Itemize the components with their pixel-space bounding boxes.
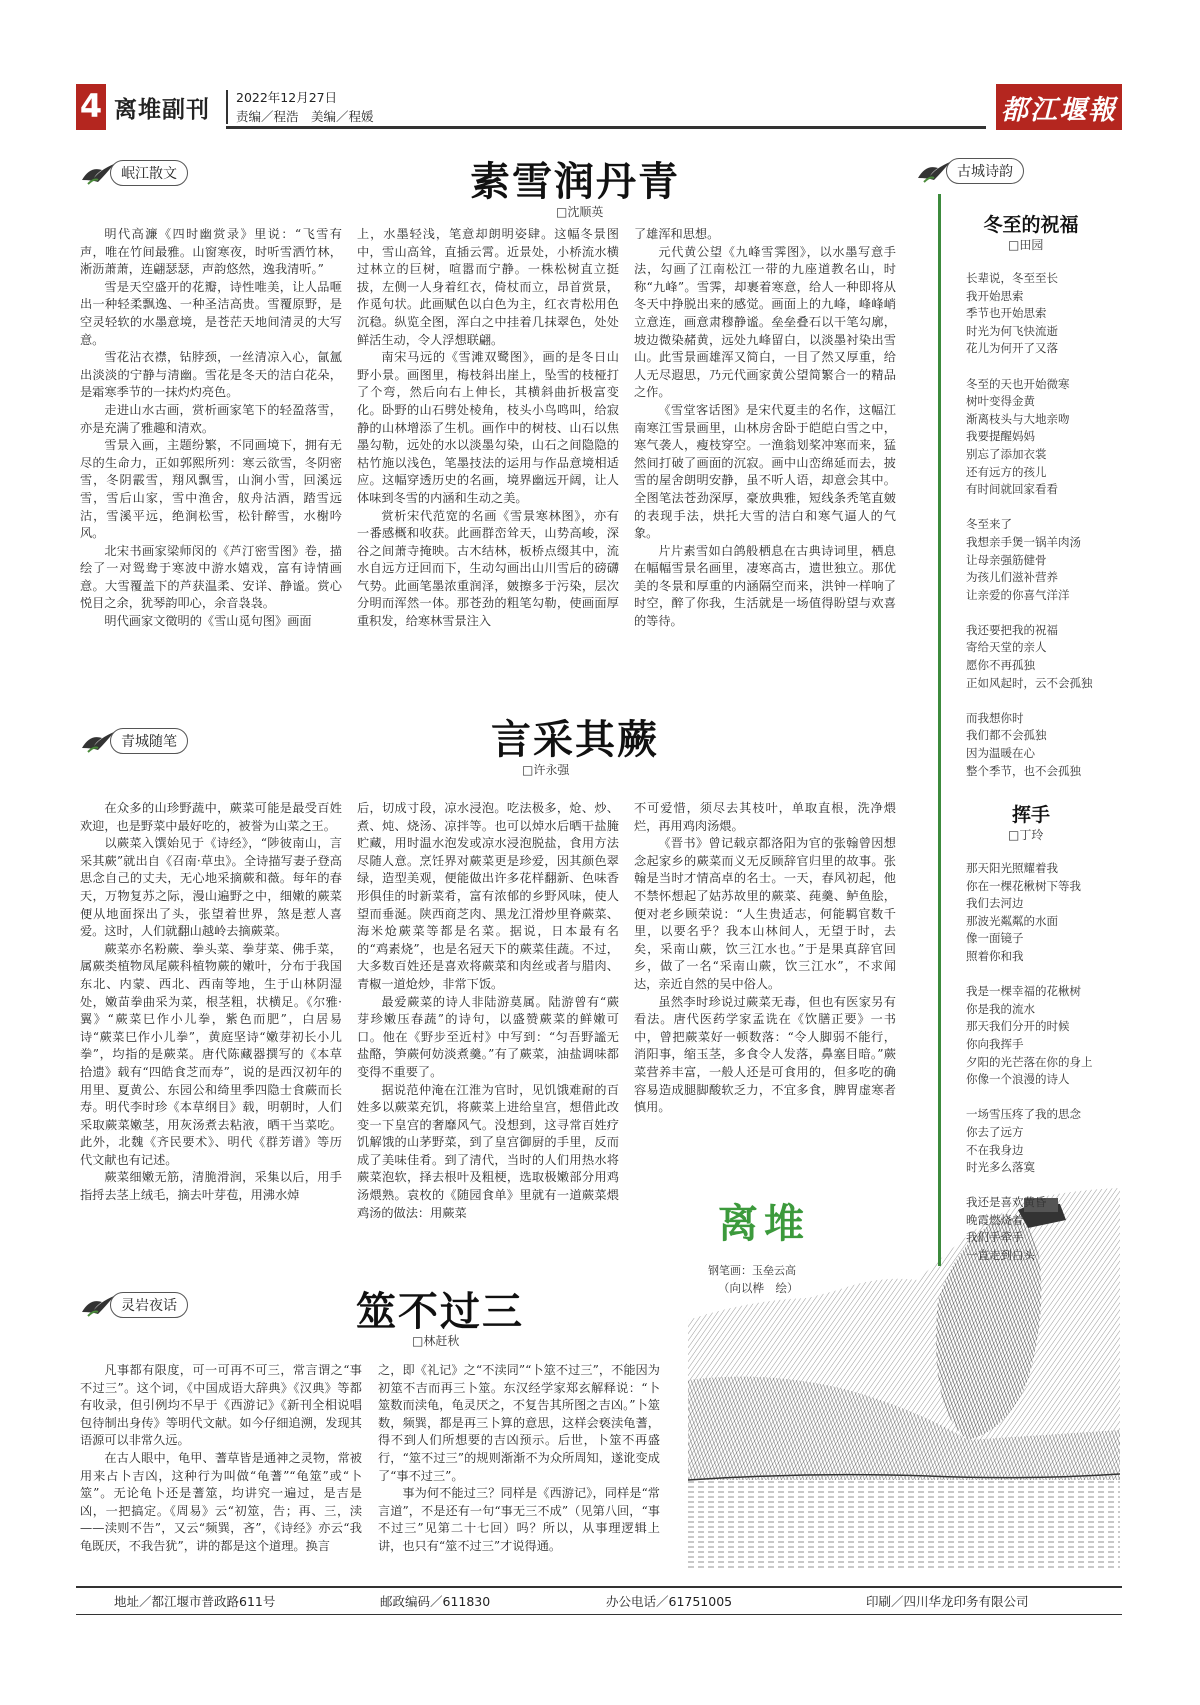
poem-line: 我开始思索 (966, 288, 1024, 303)
masthead-rule (226, 126, 986, 129)
paragraph: 最爱蕨菜的诗人非陆游莫属。陆游曾有“蕨芽珍嫩压春蔬”的诗句，以盛赞蕨菜的鲜嫩可口。他在《野步至近村》中写到：“匀吾野謐无盐酪，笋蕨何妨淡煮羹。”有了蕨菜，油盐调味都变得不重要了。 (357, 994, 619, 1079)
article1-byline: □沈顺英 (556, 205, 604, 219)
poem-line: 你是我的流水 (966, 1001, 1035, 1016)
poem-line: 为孩儿们滋补营养 (966, 570, 1058, 585)
paragraph: 上，水墨轻浅，笔意却朗明姿肆。这幅冬景图中，雪山高耸，直插云霄。近景处，小桥流水横过林立的巨树，喧嚣而宁静。一株松树直立挺拔，左侧一人身着红衣，倚杖而立，昂首赏景，作觅句状。此画赋色以白色为主，红衣青松用色沉稳。纵览全图，浑白之中挂着几抹翠色，处处鲜活生动，令人浮想联翩。 (357, 227, 619, 347)
poem-line: 冬至的天也开始微寒 (966, 376, 1070, 391)
poem-line: 那天阳光照耀着我 (966, 861, 1058, 875)
stanza-gap (966, 1177, 1126, 1195)
poem-line: 因为温暖在心 (966, 746, 1035, 761)
poem-line: 渐离枝头与大地亲吻 (966, 411, 1070, 426)
poem2-title: 挥手 (1011, 804, 1050, 826)
stanza-gap (966, 1089, 1126, 1107)
footer-rule (76, 1586, 1122, 1588)
article3-byline: □林赶秋 (412, 1334, 460, 1348)
paper-logo: 都江堰報 (1001, 95, 1117, 126)
poem-line: 时光多么落寞 (966, 1160, 1035, 1175)
poem-line: 让亲爱的你喜气洋洋 (966, 587, 1070, 602)
poem-line: 花儿为何开了又落 (966, 341, 1058, 356)
poem-line: 季节也开始思索 (966, 306, 1047, 321)
section-title: 离堆副刊 (114, 97, 210, 123)
issue-date: 2022年12月27日 (236, 90, 338, 105)
article3-title: 筮不过三 (356, 1289, 524, 1335)
footer-printer: 印刷／四川华龙印务有限公司 (866, 1594, 1029, 1609)
poem-line: 正如风起时，云不会孤独 (966, 675, 1093, 690)
poem-line: 我们手牵手 (966, 1230, 1024, 1245)
poem-line: 那天我们分开的时候 (966, 1019, 1070, 1034)
artwork-credit: （向以桦 绘） (718, 1281, 799, 1295)
poem-line: 有时间就回家看看 (966, 482, 1058, 497)
article2-title: 言采其蕨 (491, 717, 659, 763)
article2-col1 (80, 800, 342, 1205)
artwork-title: 离堆 (718, 1201, 810, 1247)
paragraph: 明代画家文徵明的《雪山觅句图》画面 (104, 614, 312, 629)
poem-line: 你去了远方 (966, 1124, 1024, 1139)
paragraph: 蕨菜亦名粉蕨、拳头菜、拳芽菜、佛手菜，属蕨类植物凤尾蕨科植物蕨的嫩叶，分布于我国东北、内蒙、西北、西南等地，生于山林阴湿处，嫩苗拳曲采为菜，根茎粗，状横足。《尔雅·翼》“蕨菜巳作小儿拳，紫色而肥”，白居易诗“蕨菜巳作小儿拳”，黄庭坚诗“嫩芽初长小儿拳”，均指的是蕨菜。唐代陈藏器撰写的《本草拾遗》载有“四皓食芝而寿”，说的是西汉初年的用里、夏黄公、东园公和绮里季四隐士食蕨而长寿。明代李时珍《本草纲目》载，明朝时，人们采取蕨菜嫩茎，用灰汤煮去粘液，晒干当菜吃。此外，北魏《齐民要术》、明代《群芳谱》等历代文献也有记述。 (80, 941, 342, 1167)
footer (76, 1590, 1122, 1612)
poem1-byline: □田园 (1008, 238, 1044, 252)
column-label: 岷江散文 (110, 160, 188, 186)
article2-col3 (634, 800, 896, 1117)
column-tag-minjiang (80, 158, 188, 188)
poem-line: 我们去河边 (966, 896, 1024, 911)
poem2-byline: □丁玲 (1008, 828, 1044, 842)
paragraph: 《雪堂客话图》是宋代夏圭的名作，这幅江南寒江雪景画里，山林房舍卧于皑皑白雪之中，寒气袭人，瘦枝穿空。一渔翁划桨冲寒而来，猛然间打破了画面的沉寂。画中山峦绵延而去，披雪的屋舍朗明安静，虽不听人语，却意会其中。全图笔法苍劲深厚，豪放典雅，短线条秃笔直皴的表现手法，烘托大雪的洁白和寒气逼人的气象。 (634, 402, 896, 541)
poem-line: 冬至来了 (966, 517, 1012, 532)
paragraph: 在众多的山珍野蔬中，蕨菜可能是最受百姓欢迎，也是野菜中最好吃的，被誉为山菜之王。 (80, 801, 342, 833)
article1-col1 (80, 226, 342, 631)
stanza-gap (966, 692, 1126, 710)
paragraph: 《晋书》曾记载京都洛阳为官的张翰曾因想念起家乡的蕨菜而义无反顾辞官归里的故事。张翰是当时才情高卓的名士。一天，春风初起，他不禁怀想起了姑苏故里的蕨菜、莼羹、鲈鱼脍，便对老乡顾荣说：“人生贵适志，何能羁官数千里，以要名乎？我本山林间人，无望于时，去矣，采南山蕨，饮三江水也。”于是果真辞官回乡，做了一名“采南山蕨，饮三江水”，不求闻达，亲近自然的吴中俗人。 (634, 836, 896, 991)
poem-line: 我还是喜欢黄昏 (966, 1195, 1047, 1210)
article2-col2 (357, 800, 619, 1222)
poem-line: 我要提醒妈妈 (966, 429, 1035, 444)
poem-line: 照着你和我 (966, 948, 1024, 963)
poem-line: 你像一个浪漫的诗人 (966, 1072, 1070, 1087)
poem-line: 那波光粼粼的水面 (966, 913, 1058, 928)
paragraph: 事为何不能过三？同样是《西游记》，同样是“常言道”，不是还有一句“事无三不成”（见第八回，“事不过三”见第二十七回）吗？所以，从事理逻辑上讲，也只有“筮不过三”才说得通。 (378, 1486, 660, 1553)
poem1-title: 冬至的祝福 (983, 214, 1079, 236)
poem-line: 还有远方的孩儿 (966, 464, 1047, 479)
poem-line: 整个季节，也不会孤独 (966, 763, 1081, 778)
paragraph: 明代高濂《四时幽赏录》里说：“飞雪有声，唯在竹间最雅。山窗寒夜，时听雪洒竹林，淅沥萧萧，连翩瑟瑟，声韵悠然，逸我清听。” (80, 227, 342, 277)
poem-line: 长辈说，冬至至长 (966, 271, 1058, 285)
poem-line: 像一面镜子 (966, 931, 1024, 946)
paragraph: 凡事都有限度，可一可再不可三，常言谓之“事不过三”。这个词，《中国成语大辞典》《汉典》等都有收录，但引例均不早于《西游记》《新刊全相说唱包待制出身传》等明代文献。如今仔细追溯，发现其语源可以非常久远。 (80, 1363, 362, 1448)
poem-line: 愿你不再孤独 (966, 658, 1035, 673)
paragraph: 南宋马远的《雪滩双鹭图》，画的是冬日山野小景。画图里，梅枝斜出崖上，坠雪的枝桠打了个弯，然后向右上伸长，其横斜曲折极富变化。卧野的山石劈处棱角，枝头小鸟鸣叫，给寂静的山林增添了生机。画作中的树枝、山石以焦墨勾勒，远处的水以淡墨勾染，山石之间隐隐的枯竹施以浅色，笔墨技法的运用与作品意境相适应。这幅穿透历史的名画，境界幽远开阔，让人体味到冬雪的内涵和生动之美。 (357, 350, 619, 505)
column-tag-lingyan (80, 1290, 188, 1320)
poem-line: 时光为何飞快流逝 (966, 323, 1058, 338)
paragraph: 赏析宋代范宽的名画《雪景寒林图》，亦有一番感概和收获。此画群峦耸天，山势高峻，深谷之间萧寺掩映。古木结林，板桥点缀其中，流水自远方迂回而下，生动勾画出山川雪后的磅礴气势。此画笔墨浓重润泽，皴擦多于污染，层次分明而浑然一体。那苍劲的粗笔勾勒，使画面厚重积发，给寒林雪景注入 (357, 508, 619, 629)
poem-line: 寄给天堂的亲人 (966, 640, 1047, 655)
poem-sidebar-rule (938, 194, 941, 1266)
poem-line: 不在我身边 (966, 1142, 1024, 1157)
paragraph: 虽然李时珍说过蕨菜无毒，但也有医家另有看法。唐代医药学家孟诜在《饮膳正要》一书中，曾把蕨菜好一顿数落：“令人脚弱不能行，消阳事，缩玉茎，多食令人发落，鼻塞目暗。”蕨菜营养丰富，一般人还是可食用的，但多吃的确容易造成腿脚酸软乏力，不宜多食，脾胃虚寒者慎用。 (634, 994, 896, 1115)
paragraph: 片片素雪如白鸽般栖息在古典诗词里，栖息在幅幅雪景名画里，凄寒高古，遗世独立。那优美的冬景和厚重的内涵隔空而来，洪钟一样响了时空，醉了你我，生活就是一场值得盼望与欢喜的等待。 (634, 543, 896, 629)
article1-title: 素雪润丹青 (470, 159, 680, 205)
poem-line: 我是一棵幸福的花楸树 (966, 984, 1081, 999)
paragraph: 了雄浑和思想。 (634, 227, 720, 241)
poem-line: 我想亲手煲一锅羊肉汤 (966, 534, 1081, 549)
paragraph: 蕨菜细嫩无筋，清脆滑润，采集以后，用手指捋去茎上绒毛，摘去叶芽苞，用沸水焯 (80, 1170, 342, 1203)
stanza-gap (966, 358, 1126, 376)
poem-line: 而我想你时 (966, 710, 1024, 725)
poem-line: 一场雪压疼了我的思念 (966, 1107, 1081, 1122)
column-tag-gucheng (916, 156, 1024, 186)
footer-postcode: 邮政编码／611830 (380, 1594, 491, 1609)
poem1-body (966, 270, 1126, 780)
stanza-gap (966, 499, 1126, 517)
footer-address: 地址／都江堰市普政路611号 (114, 1594, 276, 1609)
article1-col3 (634, 226, 896, 631)
column-label: 古城诗韵 (946, 158, 1024, 184)
artwork-caption: 钢笔画：玉垒云高 (708, 1264, 796, 1277)
poem-line: 我们都不会孤独 (966, 728, 1047, 743)
poem-line: 我还要把我的祝福 (966, 622, 1058, 637)
paragraph: 在古人眼中，龟甲、蓍草皆是通神之灵物，常被用来占卜吉凶，这种行为叫做“龟蓍”“龟筮”或“卜筮”。无论龟卜还是蓍筮，均讲究一遍过，是吉是凶，一把搞定。《周易》云“初筮，告；再、三，渎——渎则不告”，又云“频巽，吝”，《诗经》亦云“我龟既厌，不我告犹”，讲的都是这个道理。换言 (80, 1450, 362, 1553)
paragraph: 雪是天空盛开的花瓣，诗性唯美，让人品咂出一种轻柔飘逸、一种圣洁高贵。雪覆原野，是空灵轻软的水墨意境，是苍茫天地间清灵的大写意。 (80, 279, 342, 347)
paragraph: 元代黄公望《九峰雪霁图》，以水墨写意手法，勾画了江南松江一带的九座道教名山，时称“九峰”。雪霁，却裹着寒意，给人一种即将从冬天中挣脱出来的感觉。画面上的九峰，峰峰峭立意连，画意肃穆静谧。垒垒叠石以干笔勾廓，坡边微染赭黄，远处九峰留白，以淡墨衬染出雪山。此雪景画雄浑又简白，一目了然又厚重，给人无尽遐思，乃元代画家黄公望简繁合一的精品之作。 (634, 244, 896, 400)
article2-byline: □许永强 (522, 763, 570, 777)
paragraph: 以蕨菜入馔始见于《诗经》，“陟彼南山，言采其蕨”就出自《召南·草虫》。全诗描写妻子登高思念自己的丈夫，无心地采摘蕨和薇。每年的春天，万物复苏之际，漫山遍野之中，细嫩的蕨菜便从地面探出了头，张望着世界，煞是惹人喜爱。这时，人们就翻山越岭去摘蕨菜。 (80, 836, 342, 939)
paragraph: 后，切成寸段，凉水浸泡。吃法极多，炝、炒、煮、炖、烧汤、凉拌等。也可以焯水后晒干盐腌贮藏，用时温水泡发或凉水浸泡脱盐，食用方法尽随人意。烹饪界对蕨菜更是珍爱，因其颜色翠绿，造型美观，便能做出许多花样翻新、色味香形俱佳的时新菜肴，富有浓郁的乡野风味，使人望而垂涎。陕西商芝肉、黑龙江滑炒里脊蕨菜、海米炝蕨菜等都是名菜。据说，日本最有名的“鸡素烧”，也是名冠天下的蕨菜佳蔬。不过，大多数百姓还是喜欢将蕨菜和肉丝或者与腊肉、青椒一道炝炒，非常下饭。 (357, 801, 619, 991)
article3-col2 (378, 1362, 660, 1556)
paragraph: 走进山水古画，赏析画家笔下的轻盈落雪，亦是充满了雅趣和清欢。 (80, 402, 342, 435)
stanza-gap (966, 604, 1126, 622)
paragraph: 雪花沾衣襟，钻脖颈，一丝清凉入心，氤氲出淡淡的宁静与清幽。雪花是冬天的洁白花朵，是霜寒季节的一抹灼灼亮色。 (80, 350, 342, 400)
poem2-body (966, 860, 1126, 1265)
footer-phone: 办公电话／61751005 (606, 1594, 733, 1609)
page-number: 4 (79, 87, 103, 125)
column-tag-qingcheng (80, 726, 188, 756)
paragraph: 雪景入画，主题纷繁，不同画境下，拥有无尽的生命力，正如郭熙所列：寒云欲雪，冬阴密雪，冬阴霰雪，翔风飘雪，山涧小雪，回溪远雪，雪后山家，雪中渔舍，舣舟沽酒，踏雪远沽，雪溪平远，绝涧松雪，松针醉雪，水榭吟风。 (80, 438, 342, 541)
paragraph: 北宋书画家梁师闵的《芦汀密雪图》卷，描绘了一对鸳鸯于寒波中游水嬉戏，富有诗情画意。大雪覆盖下的芦获温柔、安详、静谧。赏心悦目之余，犹琴韵叩心，余音袅袅。 (80, 543, 342, 611)
poem-line: 别忘了添加衣裳 (966, 446, 1047, 461)
poem-line: 你在一棵花楸树下等我 (966, 878, 1081, 893)
paragraph: 据说范仲淹在江淮为官时，见饥饿难耐的百姓多以蕨菜充饥，将蕨菜上进给皇宫，想借此改变一下皇宫的奢靡风气。没想到，这寻常百姓疗饥解饿的山茅野菜，到了皇宫御厨的手里，反而成了美味佳肴。到了清代，当时的人们用热水将蕨菜泡软，择去根叶及粗梗，选取极嫩部分用鸡汤煨熟。袁枚的《随园食单》里就有一道蕨菜煨鸡汤的做法：用蕨菜 (357, 1082, 619, 1220)
stanza-gap (966, 966, 1126, 984)
column-label: 青城随笔 (110, 728, 188, 754)
editors: 责编／程浩 美编／程媛 (236, 109, 374, 124)
poem-line: 一直走到白头 (966, 1248, 1035, 1263)
column-label: 灵岩夜话 (110, 1292, 188, 1318)
poem-line: 你向我挥手 (966, 1036, 1024, 1051)
poem-line: 晚霞燃烧着 (966, 1212, 1024, 1227)
masthead (76, 84, 1122, 130)
article3-col1 (80, 1362, 362, 1556)
footer-rule-bottom (76, 1614, 1122, 1615)
paragraph: 不可爱惜，须尽去其枝叶，单取直根，洗净煨烂，再用鸡肉汤煨。 (634, 801, 896, 833)
poem-line: 树叶变得金黄 (966, 394, 1035, 409)
poem-line: 夕阳的光芒落在你的身上 (966, 1054, 1093, 1069)
masthead-divider (226, 90, 228, 124)
poem-line: 让母亲强筋健骨 (966, 552, 1047, 567)
article1-col2 (357, 226, 619, 631)
paragraph: 之，即《礼记》之“不渎同”“卜筮不过三”，不能因为初筮不吉而再三卜筮。东汉经学家郑玄解释说：“卜筮数而渎龟，龟灵厌之，不复告其所图之吉凶。”卜筮数，频巽，都是再三卜算的意思，这样会亵渎龟蓍，得不到人们所想要的吉凶预示。后世，卜筮不再盛行，“筮不过三”的规则渐渐不为众所周知，遂讹变成了“事不过三”。 (378, 1363, 660, 1483)
